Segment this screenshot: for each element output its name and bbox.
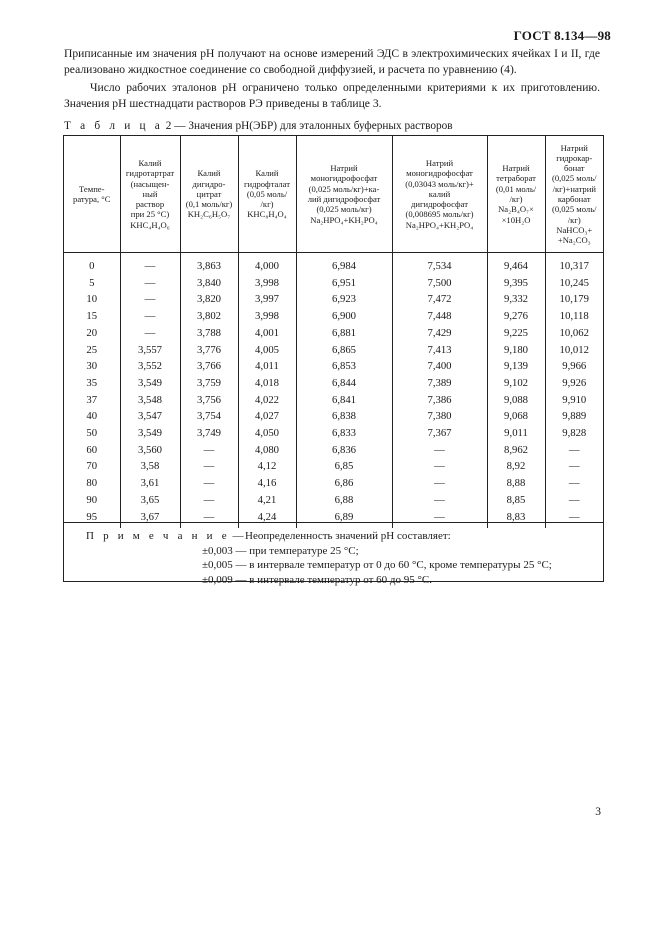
ph-value-cell: 7,448: [392, 308, 487, 325]
ph-value-cell: 10,012: [559, 343, 589, 356]
table-caption: [64, 120, 453, 132]
temperature-cell: 90: [64, 492, 120, 509]
ph-value-cell: 4,050: [238, 425, 296, 442]
ph-value-cell: 9,926: [562, 376, 587, 389]
ph-value-cell: 3,998: [238, 308, 296, 325]
ph-value-cell: —: [568, 493, 580, 506]
ph-value-cell: 6,833: [296, 425, 392, 442]
ph-value-cell: 9,332: [487, 291, 545, 308]
ph-value-cell: 3,776: [180, 342, 238, 359]
temperature-cell: 37: [64, 392, 120, 409]
ph-value-cell: 7,472: [392, 291, 487, 308]
table-row: [64, 342, 603, 359]
temperature-cell: 70: [64, 458, 120, 475]
table-row: [64, 358, 603, 375]
table-row: [64, 375, 603, 392]
ph-value-cell: 10,118: [559, 310, 589, 323]
table-row: [64, 442, 603, 459]
ph-value-cell: —: [120, 253, 180, 275]
ph-value-cell: 9,088: [487, 392, 545, 409]
ph-value-cell: 3,766: [180, 358, 238, 375]
ph-value-cell: 7,386: [392, 392, 487, 409]
ph-value-cell: 4,24: [238, 509, 296, 529]
ph-value-cell: 9,011: [487, 425, 545, 442]
ph-value-cell: 4,018: [238, 375, 296, 392]
ph-value-cell: 6,951: [296, 275, 392, 292]
ph-value-cell: 9,395: [487, 275, 545, 292]
ph-value-cell: 3,549: [120, 425, 180, 442]
ph-value-cell: 3,547: [120, 408, 180, 425]
ph-value-cell: 10,179: [559, 293, 589, 306]
ph-value-cell: 9,276: [487, 308, 545, 325]
ph-value-cell: 7,380: [392, 408, 487, 425]
ph-value-cell: 8,962: [487, 442, 545, 459]
ph-value-cell: 8,83: [487, 509, 545, 529]
ph-value-cell: 3,61: [120, 475, 180, 492]
ph-value-cell: 6,853: [296, 358, 392, 375]
ph-value-cell: 3,756: [180, 392, 238, 409]
ph-value-cell: 6,865: [296, 342, 392, 359]
ph-value-cell: 9,828: [562, 427, 587, 440]
ph-value-cell: 9,068: [487, 408, 545, 425]
ph-value-cell: 3,58: [120, 458, 180, 475]
note-line-2: ±0,003 — при температуре 25 °С;: [202, 544, 359, 557]
note-lines: [202, 529, 552, 587]
ph-value-cell: 3,840: [180, 275, 238, 292]
temperature-cell: 10: [64, 291, 120, 308]
ph-value-cell: 7,400: [392, 358, 487, 375]
col-header-bicarbonate-carbonate: Натрий гидрокар- бонат (0,025 моль/ /кг)+натрий карбонат (0,025 моль/ /кг) NaHCO₃+ +Na₂CO₃: [545, 136, 603, 253]
table-row: [64, 492, 603, 509]
ph-value-cell: 8,92: [487, 458, 545, 475]
col-header-temperature: Темпе- ратура, °С: [64, 136, 120, 253]
ph-value-cell: —: [568, 460, 580, 473]
ph-value-cell: 4,005: [238, 342, 296, 359]
table-row: [64, 253, 603, 275]
ph-value-cell: 9,966: [562, 360, 587, 373]
table-header-row: [64, 136, 603, 253]
ph-value-cell: 9,102: [487, 375, 545, 392]
ph-value-cell: —: [120, 325, 180, 342]
ph-value-cell: 6,881: [296, 325, 392, 342]
ph-value-cell: 9,910: [562, 393, 587, 406]
ph-value-cell: 4,022: [238, 392, 296, 409]
ph-value-cell: 9,464: [487, 253, 545, 275]
col-header-potassium-hydrophthalate: Калий гидрофталат (0,05 моль/ /кг) KHC₈H₄O₄: [238, 136, 296, 253]
ph-value-cell: 3,788: [180, 325, 238, 342]
ph-value-cell: 4,011: [238, 358, 296, 375]
ph-value-cell: 3,997: [238, 291, 296, 308]
ph-value-cell: 3,759: [180, 375, 238, 392]
ph-value-cell: —: [568, 510, 580, 523]
temperature-cell: 5: [64, 275, 120, 292]
ph-value-cell: 6,838: [296, 408, 392, 425]
ph-value-cell: —: [392, 458, 487, 475]
ph-value-cell: 6,984: [296, 253, 392, 275]
ph-value-cell: 9,180: [487, 342, 545, 359]
ph-value-cell: —: [180, 458, 238, 475]
ph-value-cell: 3,552: [120, 358, 180, 375]
ph-value-cell: 3,548: [120, 392, 180, 409]
ph-value-cell: 9,889: [562, 410, 587, 423]
ph-value-cell: —: [180, 442, 238, 459]
ph-table: [64, 136, 603, 528]
ph-value-cell: —: [568, 477, 580, 490]
ph-value-cell: 3,67: [120, 509, 180, 529]
ph-value-cell: 6,844: [296, 375, 392, 392]
ph-value-cell: 3,754: [180, 408, 238, 425]
ph-value-cell: 6,85: [296, 458, 392, 475]
ph-value-cell: —: [120, 275, 180, 292]
ph-value-cell: 7,389: [392, 375, 487, 392]
note-label: П р и м е ч а н и е: [86, 530, 230, 542]
temperature-cell: 95: [64, 509, 120, 529]
col-header-phosphate-2: Натрий моногидрофосфат (0,03043 моль/кг)+ калий дигидрофосфат (0,008695 моль/кг) Na₂HPO₄+KH₂PO₄: [392, 136, 487, 253]
ph-value-cell: 10,245: [559, 276, 589, 289]
temperature-cell: 25: [64, 342, 120, 359]
ph-value-cell: 7,367: [392, 425, 487, 442]
ph-value-cell: 4,21: [238, 492, 296, 509]
ph-value-cell: —: [568, 443, 580, 456]
table-row: [64, 425, 603, 442]
ph-value-cell: —: [392, 475, 487, 492]
ph-value-cell: 3,557: [120, 342, 180, 359]
ph-value-cell: 7,534: [392, 253, 487, 275]
temperature-cell: 40: [64, 408, 120, 425]
ph-value-cell: 10,317: [559, 260, 589, 272]
ph-value-cell: 3,549: [120, 375, 180, 392]
ph-value-cell: 8,85: [487, 492, 545, 509]
table-row: [64, 392, 603, 409]
paragraph-2: Число рабочих эталонов pH ограничено только определенными критериями к их приготовлению. Значения pH шестнадцати растворов РЭ приведены в таблице 3.: [64, 81, 600, 110]
ph-value-cell: 6,836: [296, 442, 392, 459]
temperature-cell: 20: [64, 325, 120, 342]
ph-value-cell: 10,062: [559, 326, 589, 339]
table-row: [64, 308, 603, 325]
ph-value-cell: —: [180, 492, 238, 509]
ph-value-cell: —: [392, 509, 487, 529]
col-header-potassium-hydrotartrate: Калий гидротартрат (насыщен- ный раствор при 25 °С) KHC₄H₄O₆: [120, 136, 180, 253]
table-row: [64, 475, 603, 492]
ph-value-cell: 3,802: [180, 308, 238, 325]
ph-value-cell: 8,88: [487, 475, 545, 492]
ph-value-cell: —: [120, 291, 180, 308]
note-line-3: ±0,005 — в интервале температур от 0 до 60 °С, кроме температуры 25 °С;: [202, 559, 552, 571]
note-dash: —: [229, 530, 244, 542]
ph-value-cell: 3,560: [120, 442, 180, 459]
table-row: [64, 325, 603, 342]
ph-value-cell: —: [180, 475, 238, 492]
document-code: ГОСТ 8.134—98: [513, 28, 611, 43]
ph-value-cell: 6,86: [296, 475, 392, 492]
ph-value-cell: 4,12: [238, 458, 296, 475]
ph-value-cell: 4,001: [238, 325, 296, 342]
temperature-cell: 30: [64, 358, 120, 375]
ph-value-cell: 7,429: [392, 325, 487, 342]
table-note: [63, 521, 604, 586]
ph-value-cell: 4,16: [238, 475, 296, 492]
table-row: [64, 458, 603, 475]
ph-value-cell: 6,900: [296, 308, 392, 325]
temperature-cell: 0: [64, 253, 120, 275]
temperature-cell: 35: [64, 375, 120, 392]
table-caption-text: 2 — Значения pH(ЭБР) для эталонных буферных растворов: [165, 120, 453, 132]
table-caption-label: Т а б л и ц а: [64, 120, 163, 132]
ph-value-cell: 3,749: [180, 425, 238, 442]
ph-value-cell: 7,413: [392, 342, 487, 359]
note-line-4: ±0,009 — в интервале температур от 60 до 95 °С.: [202, 573, 433, 586]
ph-value-cell: 6,89: [296, 509, 392, 529]
ph-value-cell: 3,65: [120, 492, 180, 509]
page-number: 3: [595, 806, 601, 818]
col-header-sodium-tetraborate: Натрий тетраборат (0,01 моль/ /кг) Na₂B₄O₇× ×10H₂O: [487, 136, 545, 253]
col-header-phosphate-1: Натрий моногидрофосфат (0,025 моль/кг)+ка- лий дигидрофосфат (0,025 моль/кг) Na₂HPO₄+KH₂PO₄: [296, 136, 392, 253]
temperature-cell: 50: [64, 425, 120, 442]
ph-value-cell: —: [180, 509, 238, 529]
ph-value-cell: 3,998: [238, 275, 296, 292]
ph-value-cell: 4,080: [238, 442, 296, 459]
table-row: [64, 408, 603, 425]
ph-value-cell: 6,841: [296, 392, 392, 409]
ph-value-cell: 4,027: [238, 408, 296, 425]
temperature-cell: 80: [64, 475, 120, 492]
ph-value-cell: 6,923: [296, 291, 392, 308]
ph-value-cell: —: [392, 442, 487, 459]
temperature-cell: 60: [64, 442, 120, 459]
ph-table-frame: [63, 135, 604, 523]
ph-value-cell: 9,139: [487, 358, 545, 375]
ph-value-cell: —: [392, 492, 487, 509]
ph-value-cell: 7,500: [392, 275, 487, 292]
note-line-1: Неопределенность значений pH составляет:: [245, 530, 451, 542]
ph-value-cell: 4,000: [238, 253, 296, 275]
ph-value-cell: —: [120, 308, 180, 325]
table-row: [64, 275, 603, 292]
paragraph-1: Приписанные им значения pH получают на основе измерений ЭДС в электрохимических ячейках I и II, где реализовано жидкостное соединение со свободной диффузией, и расчета по уравнению (4).: [64, 47, 600, 76]
ph-value-cell: 9,225: [487, 325, 545, 342]
temperature-cell: 15: [64, 308, 120, 325]
table-body: [64, 253, 603, 529]
ph-value-cell: 3,863: [180, 253, 238, 275]
table-row: [64, 291, 603, 308]
ph-value-cell: 3,820: [180, 291, 238, 308]
col-header-potassium-dihydrocitrate: Калий дигидро- цитрат (0,1 моль/кг) KH₂C₆H₅O₇: [180, 136, 238, 253]
ph-value-cell: 6,88: [296, 492, 392, 509]
